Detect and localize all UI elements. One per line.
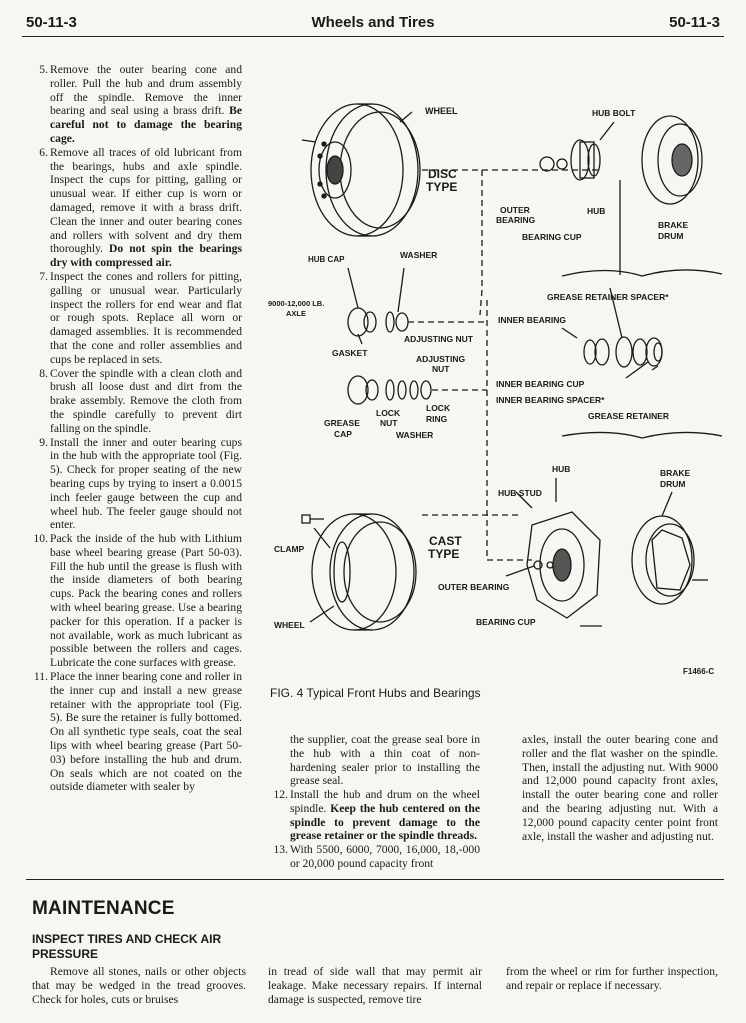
- axle-hardware-drawing: [348, 300, 487, 404]
- label-lock-ring-2: RING: [426, 414, 448, 424]
- label-adjusting-nut-2a: ADJUSTING: [416, 354, 466, 364]
- step-number: 10 .: [28, 532, 50, 546]
- inner-bearing-stack-drawing: [562, 328, 662, 367]
- label-washer-mid: WASHER: [396, 430, 434, 440]
- label-lock-ring-1: LOCK: [426, 403, 451, 413]
- label-hub-cap-top: HUB CAP: [308, 255, 345, 264]
- header-rule: [22, 36, 724, 37]
- label-adjusting-nut-2b: NUT: [432, 364, 450, 374]
- step-warning-text: Do not spin the bearings dry with compressed air.: [50, 242, 242, 270]
- step-number: 8 .: [28, 367, 50, 381]
- step-number: 13 .: [268, 843, 290, 857]
- label-adjusting-nut-1: ADJUSTING NUT: [404, 334, 473, 344]
- label-bearing-cup-top: BEARING CUP: [522, 232, 582, 242]
- label-cast: CAST: [429, 534, 462, 548]
- label-disc: DISC: [428, 167, 457, 181]
- section-heading: MAINTENANCE: [32, 898, 175, 919]
- figure-caption: FIG. 4 Typical Front Hubs and Bearings: [270, 686, 481, 700]
- page-title: Wheels and Tires: [311, 14, 435, 31]
- procedure-step: [28, 146, 242, 270]
- procedure-step: [268, 788, 480, 843]
- label-wheel-top: WHEEL: [425, 106, 458, 116]
- step-text: Remove all traces of old lubricant from the bearings, hubs and axle spindle. Inspect the cups for pitting, galling or unusual wear. If either cup is worn or damaged, remove it with a brass drift. Clean the inner and outer bearing cones and rollers with solvent and dry them thoroughly.: [50, 145, 242, 256]
- label-axle-1: 9000-12,000 LB.: [268, 299, 325, 308]
- disc-wheel-drawing: [302, 104, 420, 236]
- label-grease-cap-2: CAP: [334, 429, 352, 439]
- procedure-step: [28, 532, 242, 670]
- label-bearing-cup-bottom: BEARING CUP: [476, 617, 536, 627]
- maintenance-text-col-2: in tread of side wall that may permit air leakage. Make necessary repairs. If internal damage is suspected, remove tire: [268, 965, 482, 1006]
- step-number: 11 .: [28, 670, 50, 684]
- label-inner-bearing-spacer: INNER BEARING SPACER*: [496, 395, 605, 405]
- step-text: Install the hub and drum on the wheel spindle.: [290, 788, 480, 815]
- step-text: Pack the inside of the hub with Lithium base wheel bearing grease (Part 50-03). Fill the hub until the grease is flush with the inside diameters of both bearing cups. Pack the bearing cones and rollers with wheel bearing grease. Use a bearing packer for this operation. If a packer is not available, work as much lubricant as possible between the rollers and cages. Lubricate the cone surfaces with grease.: [50, 532, 242, 670]
- step-number: 9 .: [28, 436, 50, 450]
- procedure-step: [28, 270, 242, 367]
- label-drum-top-2: DRUM: [658, 231, 684, 241]
- page-number-right: 50-11-3: [669, 14, 720, 31]
- step-warning-text: Keep the hub centered on the spindle to prevent damage to the grease retainer or the spindle threads.: [290, 801, 480, 843]
- procedure-step: [28, 670, 242, 794]
- step-text: Remove the outer bearing cone and roller. Pull the hub and drum assembly off the spindle. Remove the inner bearing and seal using a brass drift.: [50, 63, 242, 118]
- step-text: With 5500, 6000, 7000, 16,000, 18,-000 or 20,000 pound capacity front: [290, 843, 480, 870]
- label-grease-cap-1: GREASE: [324, 418, 360, 428]
- step-text: Install the inner and outer bearing cups in the hub with the appropriate tool (Fig. 5). Check for proper seating of the new bearing cups by trying to insert a 0.0015 inch feeler gauge between the cup and wheel hub. The feeler gauge should not enter.: [50, 435, 242, 532]
- front-hub-diagram: [262, 60, 730, 700]
- step-number: 6 .: [28, 146, 50, 160]
- step-warning-text: Be careful not to damage the bearing cage.: [50, 104, 242, 145]
- label-grease-retainer: GREASE RETAINER: [588, 411, 670, 421]
- label-cast-type: TYPE: [428, 547, 460, 561]
- disc-brake-drum-drawing: [642, 116, 702, 204]
- label-brake-bottom-1: BRAKE: [660, 468, 691, 478]
- label-brake-top-1: BRAKE: [658, 220, 689, 230]
- step-number: 12 .: [268, 788, 290, 802]
- cast-hub-drawing: [527, 512, 602, 626]
- label-hub-bottom: HUB: [552, 464, 571, 474]
- label-lock-nut-1: LOCK: [376, 408, 401, 418]
- label-lock-nut-2: NUT: [380, 418, 398, 428]
- maintenance-text-col-3: from the wheel or rim for further inspection, and repair or replace if necessary.: [506, 965, 718, 992]
- figure-code: F1466-C: [683, 667, 715, 676]
- label-axle-2: AXLE: [286, 309, 307, 318]
- label-hub-bolt: HUB BOLT: [592, 108, 636, 118]
- cast-wheel-drawing: [302, 514, 416, 630]
- label-grease-retainer-spacer: GREASE RETAINER SPACER*: [547, 292, 669, 302]
- column-3-text: axles, install the outer bearing cone and roller and the flat washer on the spindle. Then, install the adjusting nut. With 9000 and 12,000 pound capacity front axles, install the outer bearing cone and roller and the bearing adjusting nut. With a 12,000 pound capacity center point front axle, install the washer and adjusting nut.: [522, 733, 718, 843]
- cast-brake-drum-drawing: [632, 516, 708, 604]
- procedure-steps-column-1: [28, 63, 242, 794]
- label-inner-bearing: INNER BEARING: [498, 315, 567, 325]
- maintenance-text-col-1: Remove all stones, nails or other objects that may be wedged in the tread grooves. Check for holes, cuts or bruises: [32, 965, 246, 1006]
- label-hub-top: HUB: [587, 206, 606, 216]
- label-disc-type: TYPE: [426, 180, 458, 194]
- procedure-step: [28, 436, 242, 533]
- label-inner-bearing-cup: INNER BEARING CUP: [496, 379, 585, 389]
- label-hub-stud: HUB STUD: [498, 488, 542, 498]
- page-number-left: 50-11-3: [26, 14, 77, 31]
- step-text: Place the inner bearing cone and roller in the inner cup and install a new grease retainer with the appropriate tool (Fig. 5). Be sure the retainer is fully bottomed. On all synthetic type seals, coat the seal lips with wheel bearing grease (Part 50-03) before installing the hub and drum. On seals which are not coated on the outside diameter with sealer by: [50, 670, 242, 794]
- step-text: Inspect the cones and rollers for pitting, galling or unusual wear. Particularly inspect the rollers for end wear and flat or rough spots. Replace all worn or damaged assemblies. It is recommended that the cone and roller assemblies and cups be replaced in sets.: [50, 269, 242, 366]
- step-text: Cover the spindle with a clean cloth and brush all loose dust and dirt from the brake assembly. Remove the cloth from the spindle carefully to prevent dirt falling on the spindle.: [50, 366, 242, 435]
- step-number: 5 .: [28, 63, 50, 77]
- procedure-step: [28, 367, 242, 436]
- label-outer-bearing-bottom: OUTER BEARING: [438, 582, 510, 592]
- disc-hub-drawing: [540, 140, 600, 180]
- section-rule: [26, 879, 724, 880]
- step-11-continuation: the supplier, coat the grease seal bore in the hub with a thin coat of non-hardening sealer prior to installing the grease seal.: [290, 733, 480, 788]
- label-gasket: GASKET: [332, 348, 368, 358]
- procedure-steps-column-2: [268, 788, 480, 871]
- label-wheel-bottom: WHEEL: [274, 620, 305, 630]
- label-outer-top-2: BEARING: [496, 215, 536, 225]
- subsection-heading: INSPECT TIRES AND CHECK AIR PRESSURE: [32, 932, 222, 961]
- label-washer-top: WASHER: [400, 250, 438, 260]
- step-number: 7 .: [28, 270, 50, 284]
- procedure-step: [268, 843, 480, 871]
- label-outer-top-1: OUTER: [500, 205, 530, 215]
- label-clamp: CLAMP: [274, 544, 305, 554]
- procedure-step: [28, 63, 242, 146]
- label-drum-bottom-2: DRUM: [660, 479, 686, 489]
